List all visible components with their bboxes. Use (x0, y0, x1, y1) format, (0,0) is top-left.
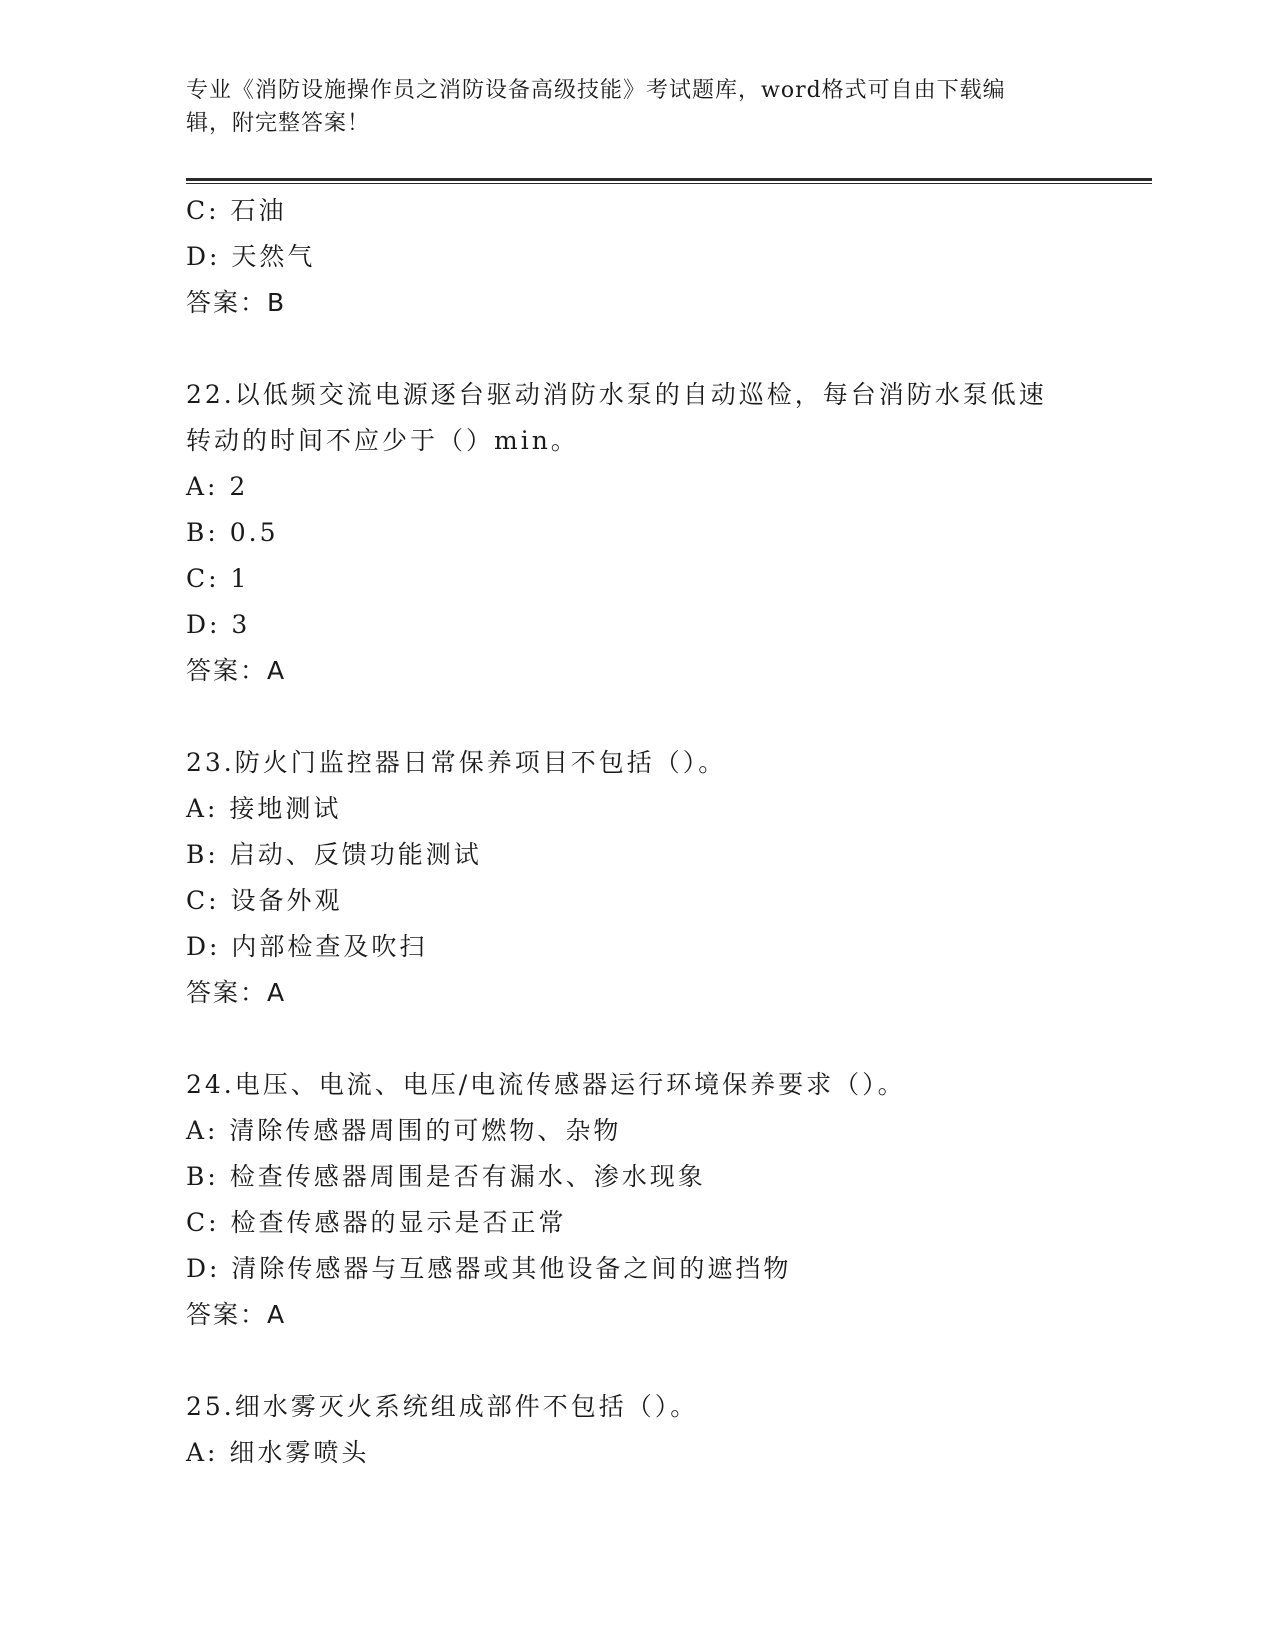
option-c: C: 设备外观 (186, 886, 343, 915)
option-d: D: 内部检查及吹扫 (186, 932, 428, 961)
spacer (186, 1016, 1086, 1062)
question-stem-24: 24.电压、电流、电压/电流传感器运行环境保养要求（）。 (186, 1070, 906, 1099)
header-divider-thick (186, 178, 1152, 181)
option-a: A: 2 (186, 472, 249, 501)
option-a: A: 接地测试 (186, 794, 342, 823)
option-b: B: 检查传感器周围是否有漏水、渗水现象 (186, 1162, 706, 1191)
option-b: B: 启动、反馈功能测试 (186, 840, 482, 869)
option-c: C: 石油 (186, 196, 287, 225)
spacer (186, 326, 1086, 372)
answer-line: 答案：A (186, 656, 287, 685)
question-stem-22-line-2: 转动的时间不应少于（）min。 (186, 426, 579, 455)
question-stem-25: 25.细水雾灭火系统组成部件不包括（）。 (186, 1392, 699, 1421)
spacer (186, 1338, 1086, 1384)
question-list (186, 188, 1086, 1476)
question-stem-22-line-1: 22.以低频交流电源逐台驱动消防水泵的自动巡检，每台消防水泵低速 (186, 380, 1047, 409)
option-c: C: 检查传感器的显示是否正常 (186, 1208, 567, 1237)
option-a: A: 清除传感器周围的可燃物、杂物 (186, 1116, 622, 1145)
header-line-1: 专业《消防设施操作员之消防设备高级技能》考试题库，word格式可自由下载编 (186, 78, 1006, 103)
document-header (186, 74, 1066, 140)
header-line-2: 辑，附完整答案！ (186, 111, 371, 136)
option-d: D: 3 (186, 610, 251, 639)
option-a: A: 细水雾喷头 (186, 1438, 370, 1467)
spacer (186, 694, 1086, 740)
option-c: C: 1 (186, 564, 250, 593)
option-d: D: 天然气 (186, 242, 316, 271)
option-b: B: 0.5 (186, 518, 279, 547)
question-stem-23: 23.防火门监控器日常保养项目不包括（）。 (186, 748, 727, 777)
answer-line: 答案：A (186, 978, 287, 1007)
answer-line: 答案：A (186, 1300, 287, 1329)
answer-line: 答案：B (186, 288, 287, 317)
header-divider-thin (186, 183, 1152, 184)
option-d: D: 清除传感器与互感器或其他设备之间的遮挡物 (186, 1254, 792, 1283)
